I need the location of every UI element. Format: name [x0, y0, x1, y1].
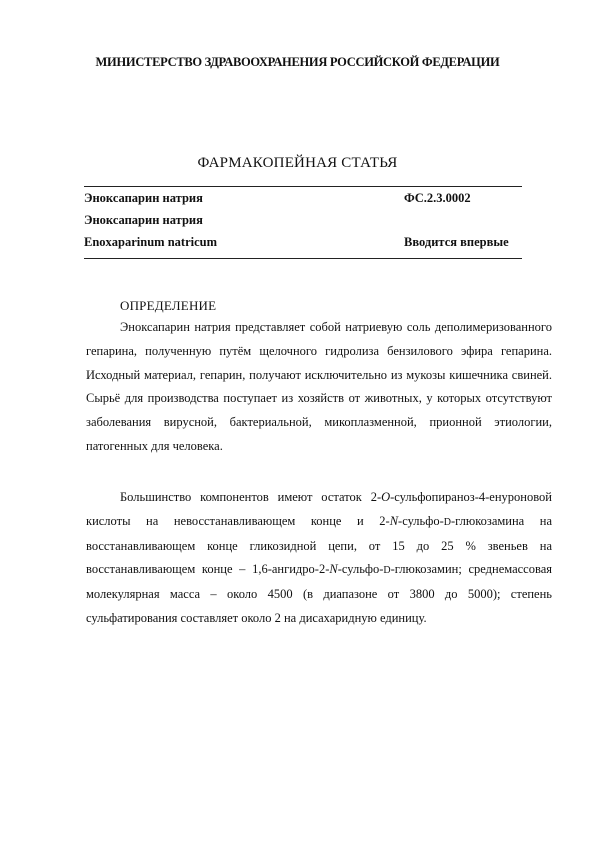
monograph-code: ФС.2.3.0002 — [404, 191, 471, 205]
p2-text-2: -сульфопираноз-4-енуроновой кислоты на невосстанавливающем конце и 2- — [86, 490, 552, 528]
ministry-header: МИНИСТЕРСТВО ЗДРАВООХРАНЕНИЯ РОССИЙСКОЙ ФЕДЕРАЦИИ — [95, 55, 500, 69]
definition-paragraph-2 — [86, 486, 552, 631]
p2-italic-n-1: N — [389, 513, 399, 528]
document-type-title: ФАРМАКОПЕЙНАЯ СТАТЬЯ — [197, 155, 398, 171]
info-row-1 — [84, 191, 522, 209]
p2-smallcaps-d-2: D — [383, 565, 391, 577]
p2-text-3: -сульфо- — [398, 513, 444, 528]
table-bottom-rule — [84, 258, 522, 259]
info-row-3 — [84, 235, 522, 253]
substance-name-latin: Enoxaparinum natricum — [84, 235, 218, 249]
p2-italic-o: O — [381, 490, 391, 504]
section-title: ОПРЕДЕЛЕНИЕ — [120, 298, 217, 313]
definition-paragraph-1: Эноксапарин натрия представляет собой натриевую соль деполимеризованного гепарина, полученную путём щелочного гидролиза бензилового эфира гепарина. Исходный материал, гепарин, получают исключительно из мукозы кишечника свиней. Сырьё для производства поступает из хозяйств от животных, у которых отсутствуют заболевания вирусной, бактериальной, микоплазменной, прионной этиологии, патогенных для человека. — [86, 320, 552, 453]
substance-name-ru-2: Эноксапарин натрия — [84, 213, 203, 227]
substance-name-ru: Эноксапарин натрия — [84, 191, 203, 205]
status-note: Вводится впервые — [404, 235, 509, 249]
p2-text-5: -сульфо- — [337, 562, 384, 577]
p2-text-6: -глюкозамин; среднемассовая молекулярная масса – около 4500 (в диапазоне от 3800 до 5000); степень сульфатирования составляет около 2 на дисахаридную единицу. — [86, 562, 552, 625]
p2-smallcaps-d-1: D — [443, 516, 451, 528]
p2-italic-n-2: N — [329, 562, 338, 577]
p2-text-4: -глюкозамина на восстанавливающем конце гликозидной цепи, от 15 до 25 % звеньев на восстанавливающем конце – 1,6-ангидро-2- — [86, 513, 552, 577]
p2-text-1: Большинство компонентов имеют остаток 2- — [120, 490, 382, 504]
info-row-2 — [84, 213, 522, 231]
table-top-rule — [84, 186, 522, 187]
